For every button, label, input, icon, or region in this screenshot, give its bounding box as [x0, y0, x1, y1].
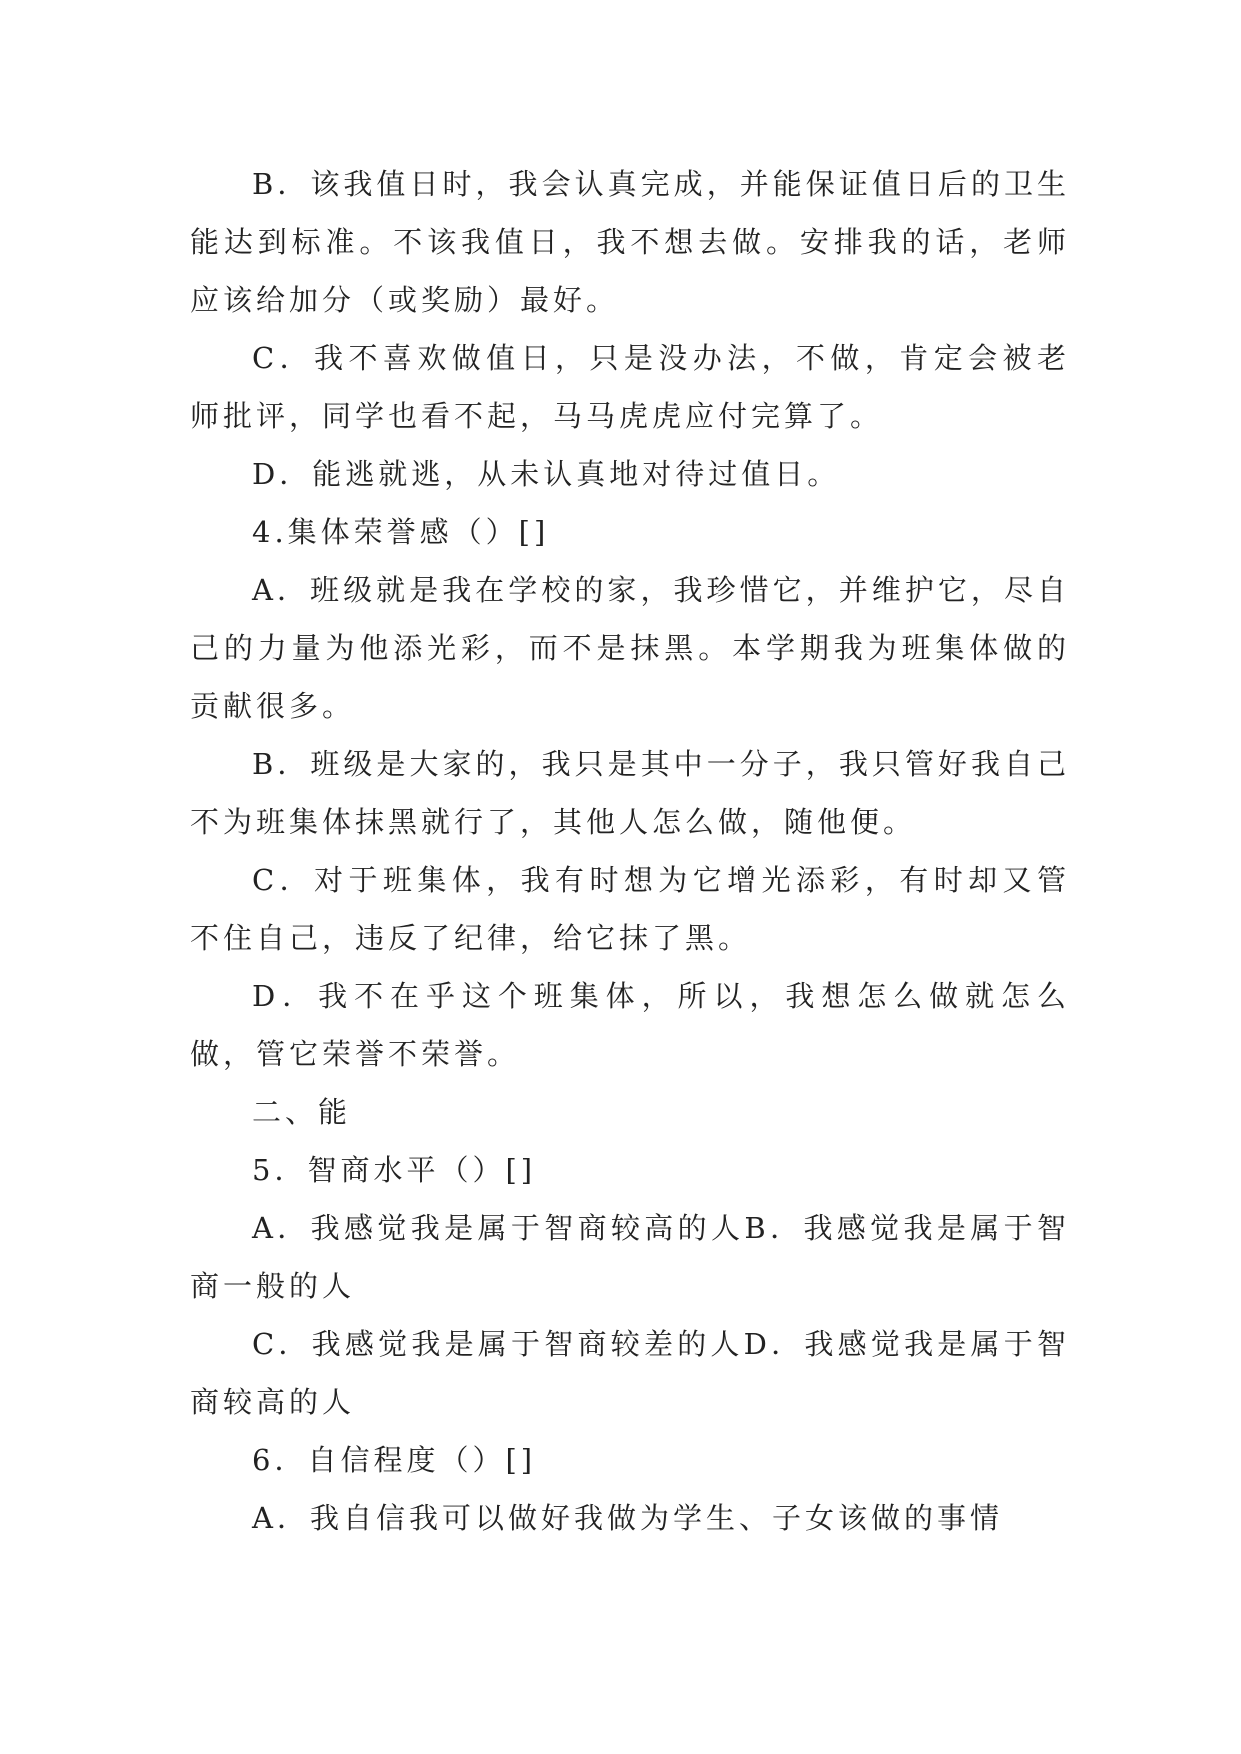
question-5-heading: 5．智商水平（）[]: [252, 1153, 537, 1187]
option-c-honor-paragraph: C．对于班集体，我有时想为它增光添彩，有时却又管不住自己，违反了纪律，给它抹了黑。: [190, 863, 1070, 955]
option-d-honor-paragraph: D．我不在乎这个班集体，所以，我想怎么做就怎么做，管它荣誉不荣誉。: [190, 979, 1070, 1071]
options-cd-iq-paragraph: C．我感觉我是属于智商较差的人D．我感觉我是属于智商较高的人: [190, 1327, 1070, 1419]
option-b-honor-paragraph: B．班级是大家的，我只是其中一分子，我只管好我自己不为班集体抹黑就行了，其他人怎么做，随他便。: [190, 747, 1070, 839]
document-body: [190, 155, 1070, 1547]
section-two-heading: 二、能: [252, 1095, 352, 1129]
option-a-confidence-paragraph: A．我自信我可以做好我做为学生、子女该做的事情: [252, 1501, 1003, 1535]
option-c-duty-paragraph: C．我不喜欢做值日，只是没办法，不做，肯定会被老师批评，同学也看不起，马马虎虎应付完算了。: [190, 341, 1070, 433]
question-6-heading: 6．自信程度（）[]: [252, 1443, 537, 1477]
option-d-duty-paragraph: D．能逃就逃，从未认真地对待过值日。: [252, 457, 841, 491]
options-ab-iq-paragraph: A．我感觉我是属于智商较高的人B．我感觉我是属于智商一般的人: [190, 1211, 1070, 1303]
option-a-honor-paragraph: A．班级就是我在学校的家，我珍惜它，并维护它，尽自己的力量为他添光彩，而不是抹黑。本学期我为班集体做的贡献很多。: [190, 573, 1070, 723]
option-b-duty-paragraph: B．该我值日时，我会认真完成，并能保证值日后的卫生能达到标准。不该我值日，我不想去做。安排我的话，老师应该给加分（或奖励）最好。: [190, 167, 1070, 317]
question-4-heading: 4.集体荣誉感（）[]: [252, 515, 550, 549]
